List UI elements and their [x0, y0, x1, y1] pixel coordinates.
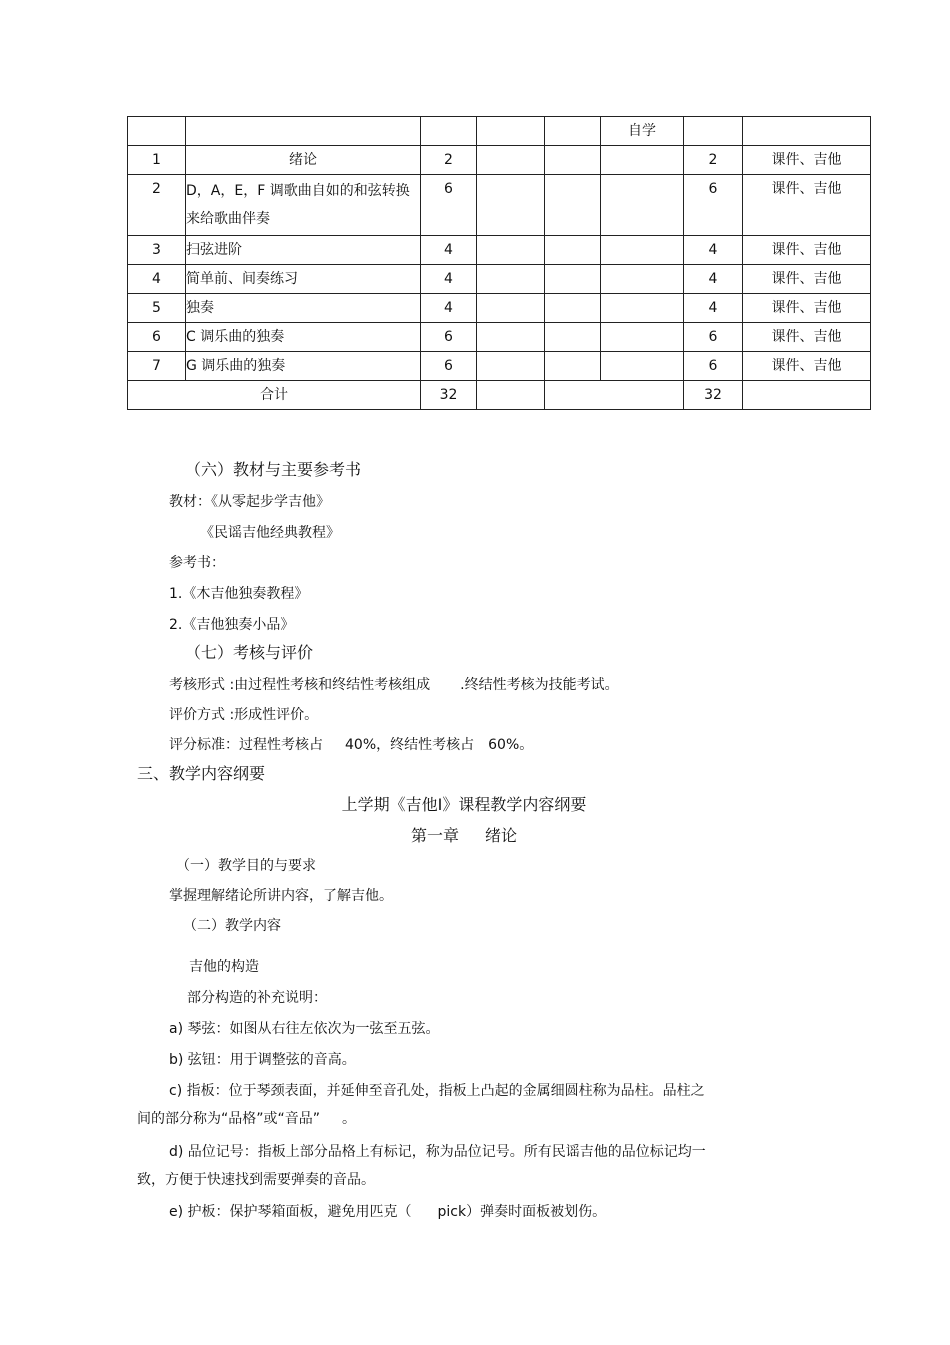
- row-number: 3: [128, 236, 186, 265]
- row-method: 课件、吉他: [743, 294, 871, 323]
- item-b: b) 弦钮：用于调整弦的音高。: [169, 1052, 356, 1068]
- item-d-line2: 致，方便于快速找到需要弹奏的音品。: [137, 1172, 375, 1188]
- row-number: 7: [128, 352, 186, 381]
- table-row: [128, 175, 871, 236]
- row-number: 1: [128, 146, 186, 175]
- structure-heading: 吉他的构造: [189, 959, 259, 975]
- row-cell: [601, 146, 684, 175]
- header-cell: [186, 117, 421, 146]
- row-total: 4: [684, 294, 743, 323]
- course-title: 上学期《吉他Ⅰ》课程教学内容纲要: [341, 795, 587, 814]
- row-number: 4: [128, 265, 186, 294]
- row-total: 6: [684, 323, 743, 352]
- row-topic: 绪论: [186, 146, 421, 175]
- sum-label: 合计: [128, 381, 421, 410]
- row-method: 课件、吉他: [743, 265, 871, 294]
- row-method: 课件、吉他: [743, 352, 871, 381]
- row-cell: [545, 236, 601, 265]
- header-cell: [545, 117, 601, 146]
- table-sum-row: [128, 381, 871, 410]
- chapter-name: 绪论: [485, 826, 518, 845]
- row-cell: [477, 352, 545, 381]
- textbook-1: 教材：《从零起步学吉他》: [169, 494, 330, 510]
- row-cell: [601, 294, 684, 323]
- row-hours: 4: [421, 265, 477, 294]
- row-cell: [601, 175, 684, 236]
- row-topic: C 调乐曲的独奏: [186, 323, 421, 352]
- evaluation-method: 评价方式 :形成性评价。: [169, 707, 319, 723]
- item-e: [169, 1202, 606, 1222]
- goal-heading: （一）教学目的与要求: [176, 858, 316, 874]
- row-hours: 6: [421, 352, 477, 381]
- reference-label: 参考书：: [169, 555, 225, 571]
- header-cell: [421, 117, 477, 146]
- row-hours: 4: [421, 236, 477, 265]
- row-total: 4: [684, 265, 743, 294]
- reference-2: 2.《吉他独奏小品》: [169, 617, 295, 633]
- row-cell: [477, 175, 545, 236]
- assessment-form-b: .终结性考核为技能考试。: [460, 677, 619, 693]
- assessment-form-a: 考核形式 :由过程性考核和终结性考核组成: [169, 677, 431, 693]
- row-cell: [545, 265, 601, 294]
- row-topic: 简单前、间奏练习: [186, 265, 421, 294]
- table-row: [128, 146, 871, 175]
- row-cell: [477, 323, 545, 352]
- goal-text: 掌握理解绪论所讲内容，了解吉他。: [169, 888, 393, 904]
- header-cell: [684, 117, 743, 146]
- row-number: 2: [128, 175, 186, 236]
- header-cell: [743, 117, 871, 146]
- item-c-line2-b: 。: [342, 1111, 357, 1127]
- grading-standard: [169, 735, 533, 755]
- row-total: 4: [684, 236, 743, 265]
- item-c-line1: c) 指板：位于琴颈表面，并延伸至音孔处，指板上凸起的金属细圆柱称为品柱。品柱之: [169, 1083, 705, 1099]
- reference-1: 1.《木吉他独奏教程》: [169, 586, 309, 602]
- row-cell: [601, 352, 684, 381]
- row-cell: [545, 323, 601, 352]
- item-c-line2-a: 间的部分称为“品格”或“音品”: [137, 1111, 321, 1127]
- table-row: [128, 236, 871, 265]
- row-topic: G 调乐曲的独奏: [186, 352, 421, 381]
- textbook-2: 《民谣吉他经典教程》: [200, 525, 340, 541]
- row-cell: [477, 265, 545, 294]
- row-method: 课件、吉他: [743, 236, 871, 265]
- item-e-a: e) 护板：保护琴箱面板，避免用匹克（: [169, 1204, 412, 1220]
- table-header-row: [128, 117, 871, 146]
- sum-total: 32: [684, 381, 743, 410]
- row-number: 5: [128, 294, 186, 323]
- row-cell: [601, 381, 684, 410]
- row-method: 课件、吉他: [743, 323, 871, 352]
- row-hours: 6: [421, 323, 477, 352]
- row-total: 6: [684, 352, 743, 381]
- content-heading: （二）教学内容: [183, 918, 281, 934]
- row-cell: [545, 146, 601, 175]
- row-cell: [601, 265, 684, 294]
- course-hours-table: [127, 116, 871, 410]
- header-cell: [128, 117, 186, 146]
- row-cell: [477, 294, 545, 323]
- row-cell: [545, 294, 601, 323]
- row-cell: [545, 175, 601, 236]
- row-cell: [545, 381, 601, 410]
- row-topic: 独奏: [186, 294, 421, 323]
- row-method: 课件、吉他: [743, 175, 871, 236]
- supplement-label: 部分构造的补充说明：: [187, 990, 327, 1006]
- sum-hours: 32: [421, 381, 477, 410]
- table-row: [128, 352, 871, 381]
- row-topic: D，A，E，F 调歌曲自如的和弦转换来给歌曲伴奏: [186, 175, 421, 236]
- part3-heading: 三、教学内容纲要: [137, 764, 266, 783]
- grading-standard-c: 60%。: [488, 737, 534, 753]
- row-cell: [477, 236, 545, 265]
- row-cell: [545, 352, 601, 381]
- row-cell: [601, 323, 684, 352]
- row-number: 6: [128, 323, 186, 352]
- chapter-title: [0, 826, 928, 846]
- chapter-number: 第一章: [410, 826, 459, 845]
- section6-heading: （六）教材与主要参考书: [185, 460, 362, 479]
- row-hours: 2: [421, 146, 477, 175]
- row-cell: [477, 146, 545, 175]
- row-topic: 扫弦进阶: [186, 236, 421, 265]
- row-total: 2: [684, 146, 743, 175]
- item-a: a) 琴弦：如图从右往左依次为一弦至五弦。: [169, 1021, 440, 1037]
- header-cell-self-study: 自学: [601, 117, 684, 146]
- table-row: [128, 294, 871, 323]
- row-method: 课件、吉他: [743, 146, 871, 175]
- row-hours: 4: [421, 294, 477, 323]
- grading-standard-b: 40%，终结性考核占: [345, 737, 475, 753]
- section7-heading: （七）考核与评价: [185, 643, 314, 662]
- grading-standard-a: 评分标准：过程性考核占: [169, 737, 323, 753]
- row-hours: 6: [421, 175, 477, 236]
- row-cell: [477, 381, 545, 410]
- item-c-line2: [137, 1109, 356, 1129]
- header-cell: [477, 117, 545, 146]
- assessment-form: [169, 675, 619, 695]
- row-cell: [601, 236, 684, 265]
- row-total: 6: [684, 175, 743, 236]
- row-cell: [743, 381, 871, 410]
- table-row: [128, 323, 871, 352]
- item-d-line1: d) 品位记号：指板上部分品格上有标记，称为品位记号。所有民谣吉他的品位标记均一: [169, 1144, 706, 1160]
- table-row: [128, 265, 871, 294]
- item-e-b: pick）弹奏时面板被划伤。: [437, 1204, 607, 1220]
